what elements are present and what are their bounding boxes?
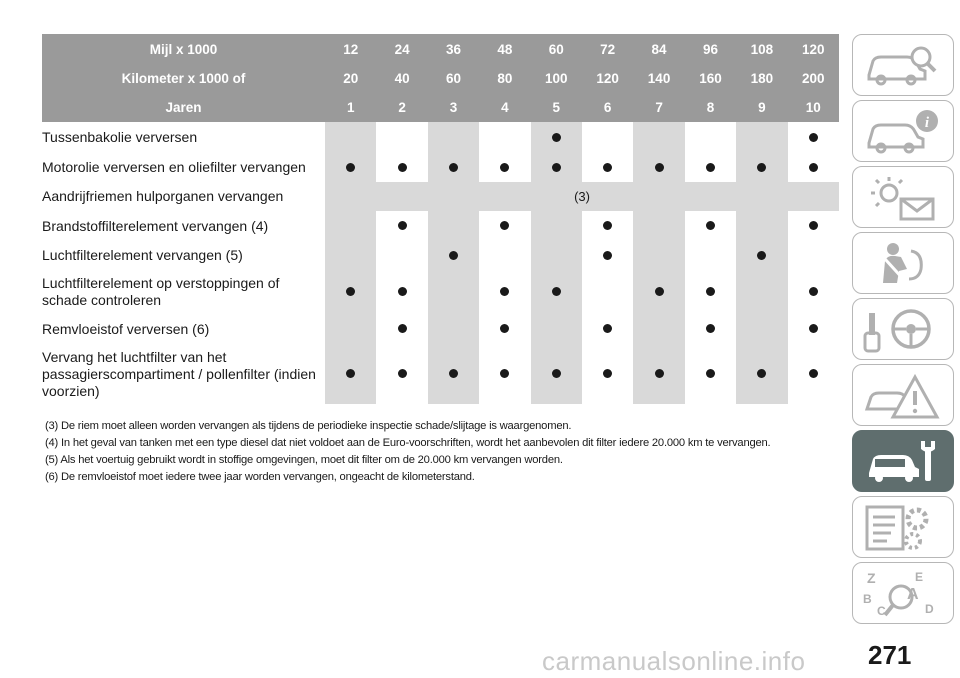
chapter-sidebar bbox=[852, 34, 956, 628]
schedule-cell bbox=[788, 344, 839, 404]
schedule-cell bbox=[736, 314, 787, 344]
schedule-cell bbox=[325, 122, 376, 153]
schedule-cell bbox=[531, 314, 582, 344]
schedule-cell bbox=[582, 344, 633, 404]
header-value: 8 bbox=[685, 93, 736, 122]
scheduled-dot bbox=[706, 287, 715, 296]
table-row bbox=[42, 314, 839, 344]
schedule-cell bbox=[428, 314, 479, 344]
seatbelt-airbag-icon bbox=[863, 239, 943, 289]
schedule-cell bbox=[376, 344, 427, 404]
svg-text:B: B bbox=[863, 592, 872, 606]
scheduled-dot bbox=[398, 287, 407, 296]
scheduled-dot bbox=[500, 324, 509, 333]
header-value: 140 bbox=[633, 64, 684, 93]
schedule-cell bbox=[633, 270, 684, 314]
tab-alphabetical-index[interactable] bbox=[852, 562, 954, 624]
page-number: 271 bbox=[868, 640, 912, 670]
tab-car-maintenance[interactable] bbox=[852, 430, 954, 492]
scheduled-dot bbox=[757, 163, 766, 172]
scheduled-dot bbox=[449, 251, 458, 260]
task-name: Brandstoffilterelement vervangen (4) bbox=[42, 217, 269, 234]
task-note-cell: (3) bbox=[325, 182, 839, 211]
schedule-cell bbox=[428, 153, 479, 182]
schedule-cell bbox=[633, 153, 684, 182]
header-value: 60 bbox=[531, 34, 582, 64]
schedule-cell bbox=[633, 122, 684, 153]
table-row bbox=[42, 211, 839, 241]
schedule-cell bbox=[582, 122, 633, 153]
header-value: 72 bbox=[582, 34, 633, 64]
schedule-cell bbox=[376, 211, 427, 241]
key-steering-wheel-icon bbox=[863, 305, 943, 355]
header-value: 5 bbox=[531, 93, 582, 122]
header-value: 6 bbox=[582, 93, 633, 122]
scheduled-dot bbox=[603, 221, 612, 230]
schedule-cell bbox=[325, 153, 376, 182]
header-value: 36 bbox=[428, 34, 479, 64]
maintenance-schedule-table bbox=[42, 34, 839, 404]
header-row bbox=[42, 34, 839, 64]
header-row bbox=[42, 64, 839, 93]
schedule-cell bbox=[633, 241, 684, 270]
scheduled-dot bbox=[809, 133, 818, 142]
scheduled-dot bbox=[757, 251, 766, 260]
schedule-cell bbox=[582, 270, 633, 314]
scheduled-dot bbox=[706, 163, 715, 172]
table-row bbox=[42, 153, 839, 182]
schedule-cell bbox=[633, 211, 684, 241]
scheduled-dot bbox=[449, 369, 458, 378]
task-name: Vervang het luchtfilter van het passagierscompartiment / pollenfilter (indien voorzien) bbox=[42, 348, 316, 399]
schedule-cell bbox=[428, 270, 479, 314]
scheduled-dot bbox=[346, 163, 355, 172]
schedule-cell bbox=[788, 270, 839, 314]
scheduled-dot bbox=[500, 287, 509, 296]
schedule-cell bbox=[531, 211, 582, 241]
schedule-cell bbox=[376, 122, 427, 153]
scheduled-dot bbox=[398, 324, 407, 333]
schedule-cell bbox=[736, 270, 787, 314]
scheduled-dot bbox=[706, 221, 715, 230]
header-value: 20 bbox=[325, 64, 376, 93]
scheduled-dot bbox=[449, 163, 458, 172]
schedule-cell bbox=[788, 241, 839, 270]
scheduled-dot bbox=[809, 287, 818, 296]
header-value: 120 bbox=[582, 64, 633, 93]
tab-dashboard-lights[interactable] bbox=[852, 166, 954, 228]
scheduled-dot bbox=[706, 324, 715, 333]
svg-text:i: i bbox=[924, 115, 930, 131]
scheduled-dot bbox=[603, 369, 612, 378]
scheduled-dot bbox=[603, 251, 612, 260]
header-value: 24 bbox=[376, 34, 427, 64]
schedule-cell bbox=[685, 241, 736, 270]
scheduled-dot bbox=[398, 369, 407, 378]
task-name: Aandrijfriemen hulporganen vervangen bbox=[42, 188, 284, 204]
scheduled-dot bbox=[809, 324, 818, 333]
car-wrench-icon bbox=[863, 437, 943, 487]
task-name: Tussenbakolie verversen bbox=[42, 129, 198, 145]
scheduled-dot bbox=[809, 221, 818, 230]
scheduled-dot bbox=[809, 163, 818, 172]
schedule-cell bbox=[582, 153, 633, 182]
task-name: Motorolie verversen en oliefilter vervangen bbox=[42, 159, 306, 175]
schedule-cell bbox=[788, 211, 839, 241]
scheduled-dot bbox=[500, 163, 509, 172]
alphabet-index-search-icon bbox=[863, 569, 943, 619]
schedule-cell bbox=[531, 241, 582, 270]
schedule-cell bbox=[736, 153, 787, 182]
schedule-cell bbox=[685, 122, 736, 153]
tab-key-steering-wheel[interactable] bbox=[852, 298, 954, 360]
schedule-cell bbox=[736, 211, 787, 241]
header-label: Jaren bbox=[42, 93, 325, 122]
scheduled-dot bbox=[552, 133, 561, 142]
svg-text:D: D bbox=[925, 602, 934, 616]
header-value: 4 bbox=[479, 93, 530, 122]
task-name: Remvloeistof verversen (6) bbox=[42, 320, 210, 337]
scheduled-dot bbox=[603, 163, 612, 172]
header-value: 10 bbox=[788, 93, 839, 122]
table-row bbox=[42, 270, 839, 314]
scheduled-dot bbox=[500, 221, 509, 230]
header-value: 12 bbox=[325, 34, 376, 64]
schedule-cell bbox=[479, 241, 530, 270]
schedule-cell bbox=[736, 122, 787, 153]
scheduled-dot bbox=[603, 324, 612, 333]
car-search-icon bbox=[863, 41, 943, 91]
specifications-gear-icon bbox=[863, 503, 943, 553]
schedule-cell bbox=[685, 153, 736, 182]
tab-seatbelt-airbag[interactable] bbox=[852, 232, 954, 294]
header-value: 160 bbox=[685, 64, 736, 93]
schedule-cell bbox=[376, 241, 427, 270]
header-value: 9 bbox=[736, 93, 787, 122]
schedule-cell bbox=[531, 122, 582, 153]
schedule-cell bbox=[428, 122, 479, 153]
header-value: 1 bbox=[325, 93, 376, 122]
schedule-cell bbox=[531, 153, 582, 182]
schedule-cell bbox=[325, 270, 376, 314]
svg-text:E: E bbox=[915, 570, 924, 584]
schedule-cell bbox=[736, 344, 787, 404]
schedule-cell bbox=[325, 344, 376, 404]
schedule-cell bbox=[531, 270, 582, 314]
schedule-cell bbox=[788, 314, 839, 344]
tab-car-info[interactable] bbox=[852, 100, 954, 162]
dashboard-lights-message-icon bbox=[863, 173, 943, 223]
schedule-cell bbox=[582, 241, 633, 270]
header-value: 40 bbox=[376, 64, 427, 93]
header-value: 3 bbox=[428, 93, 479, 122]
footnote-4: (4) In het geval van tanken met een type diesel dat niet voldoet aan de Euro-voorschriften, wordt het aanbevolen dit filter iedere 20.000 km te vervangen. bbox=[45, 437, 771, 449]
scheduled-dot bbox=[706, 369, 715, 378]
schedule-cell bbox=[428, 344, 479, 404]
schedule-cell bbox=[428, 211, 479, 241]
schedule-cell bbox=[531, 344, 582, 404]
header-value: 108 bbox=[736, 34, 787, 64]
scheduled-dot bbox=[655, 163, 664, 172]
scheduled-dot bbox=[809, 369, 818, 378]
header-value: 80 bbox=[479, 64, 530, 93]
schedule-cell bbox=[788, 153, 839, 182]
scheduled-dot bbox=[346, 369, 355, 378]
schedule-cell bbox=[633, 314, 684, 344]
scheduled-dot bbox=[398, 221, 407, 230]
footnotes bbox=[45, 418, 835, 486]
schedule-cell bbox=[376, 270, 427, 314]
header-value: 84 bbox=[633, 34, 684, 64]
schedule-cell bbox=[428, 241, 479, 270]
schedule-cell bbox=[685, 314, 736, 344]
task-name: Luchtfilterelement vervangen (5) bbox=[42, 247, 243, 263]
table-row bbox=[42, 344, 839, 404]
header-label: Kilometer x 1000 of bbox=[42, 64, 325, 93]
scheduled-dot bbox=[500, 369, 509, 378]
tab-car-search[interactable] bbox=[852, 34, 954, 96]
scheduled-dot bbox=[655, 369, 664, 378]
header-row bbox=[42, 93, 839, 122]
header-value: 96 bbox=[685, 34, 736, 64]
header-value: 48 bbox=[479, 34, 530, 64]
schedule-cell bbox=[325, 241, 376, 270]
header-value: 7 bbox=[633, 93, 684, 122]
schedule-cell bbox=[479, 211, 530, 241]
scheduled-dot bbox=[398, 163, 407, 172]
schedule-cell bbox=[633, 344, 684, 404]
car-info-icon bbox=[863, 107, 943, 157]
tab-specifications[interactable] bbox=[852, 496, 954, 558]
schedule-cell bbox=[736, 241, 787, 270]
schedule-cell bbox=[376, 314, 427, 344]
scheduled-dot bbox=[552, 163, 561, 172]
header-value: 100 bbox=[531, 64, 582, 93]
task-name: Luchtfilterelement op verstoppingen of schade controleren bbox=[42, 275, 280, 308]
schedule-cell bbox=[582, 211, 633, 241]
svg-text:A: A bbox=[907, 586, 919, 603]
schedule-cell bbox=[685, 344, 736, 404]
footnote-3: (3) De riem moet alleen worden vervangen als tijdens de periodieke inspectie schade/slijtage is waargenomen. bbox=[45, 420, 572, 432]
schedule-cell bbox=[479, 153, 530, 182]
car-warning-triangle-icon bbox=[863, 371, 943, 421]
table-row bbox=[42, 182, 839, 211]
svg-text:Z: Z bbox=[867, 570, 876, 586]
footnote-6: (6) De remvloeistof moet iedere twee jaar worden vervangen, ongeacht de kilometerstand. bbox=[45, 471, 475, 483]
scheduled-dot bbox=[346, 287, 355, 296]
header-value: 120 bbox=[788, 34, 839, 64]
header-value: 180 bbox=[736, 64, 787, 93]
schedule-cell bbox=[788, 122, 839, 153]
header-value: 2 bbox=[376, 93, 427, 122]
schedule-cell bbox=[582, 314, 633, 344]
table-row bbox=[42, 122, 839, 153]
schedule-cell bbox=[685, 270, 736, 314]
svg-text:C: C bbox=[877, 604, 886, 618]
schedule-cell bbox=[479, 122, 530, 153]
schedule-cell bbox=[325, 211, 376, 241]
schedule-cell bbox=[325, 314, 376, 344]
schedule-cell bbox=[685, 211, 736, 241]
tab-car-warning[interactable] bbox=[852, 364, 954, 426]
schedule-cell bbox=[479, 314, 530, 344]
scheduled-dot bbox=[757, 369, 766, 378]
scheduled-dot bbox=[655, 287, 664, 296]
scheduled-dot bbox=[552, 287, 561, 296]
header-value: 200 bbox=[788, 64, 839, 93]
header-label: Mijl x 1000 bbox=[42, 34, 325, 64]
header-value: 60 bbox=[428, 64, 479, 93]
table-row bbox=[42, 241, 839, 270]
scheduled-dot bbox=[552, 369, 561, 378]
schedule-cell bbox=[479, 344, 530, 404]
schedule-cell bbox=[376, 153, 427, 182]
watermark: carmanualsonline.info bbox=[542, 646, 806, 676]
schedule-cell bbox=[479, 270, 530, 314]
footnote-5: (5) Als het voertuig gebruikt wordt in stoffige omgevingen, moet dit filter om de 20.000 km vervangen worden. bbox=[45, 454, 563, 466]
